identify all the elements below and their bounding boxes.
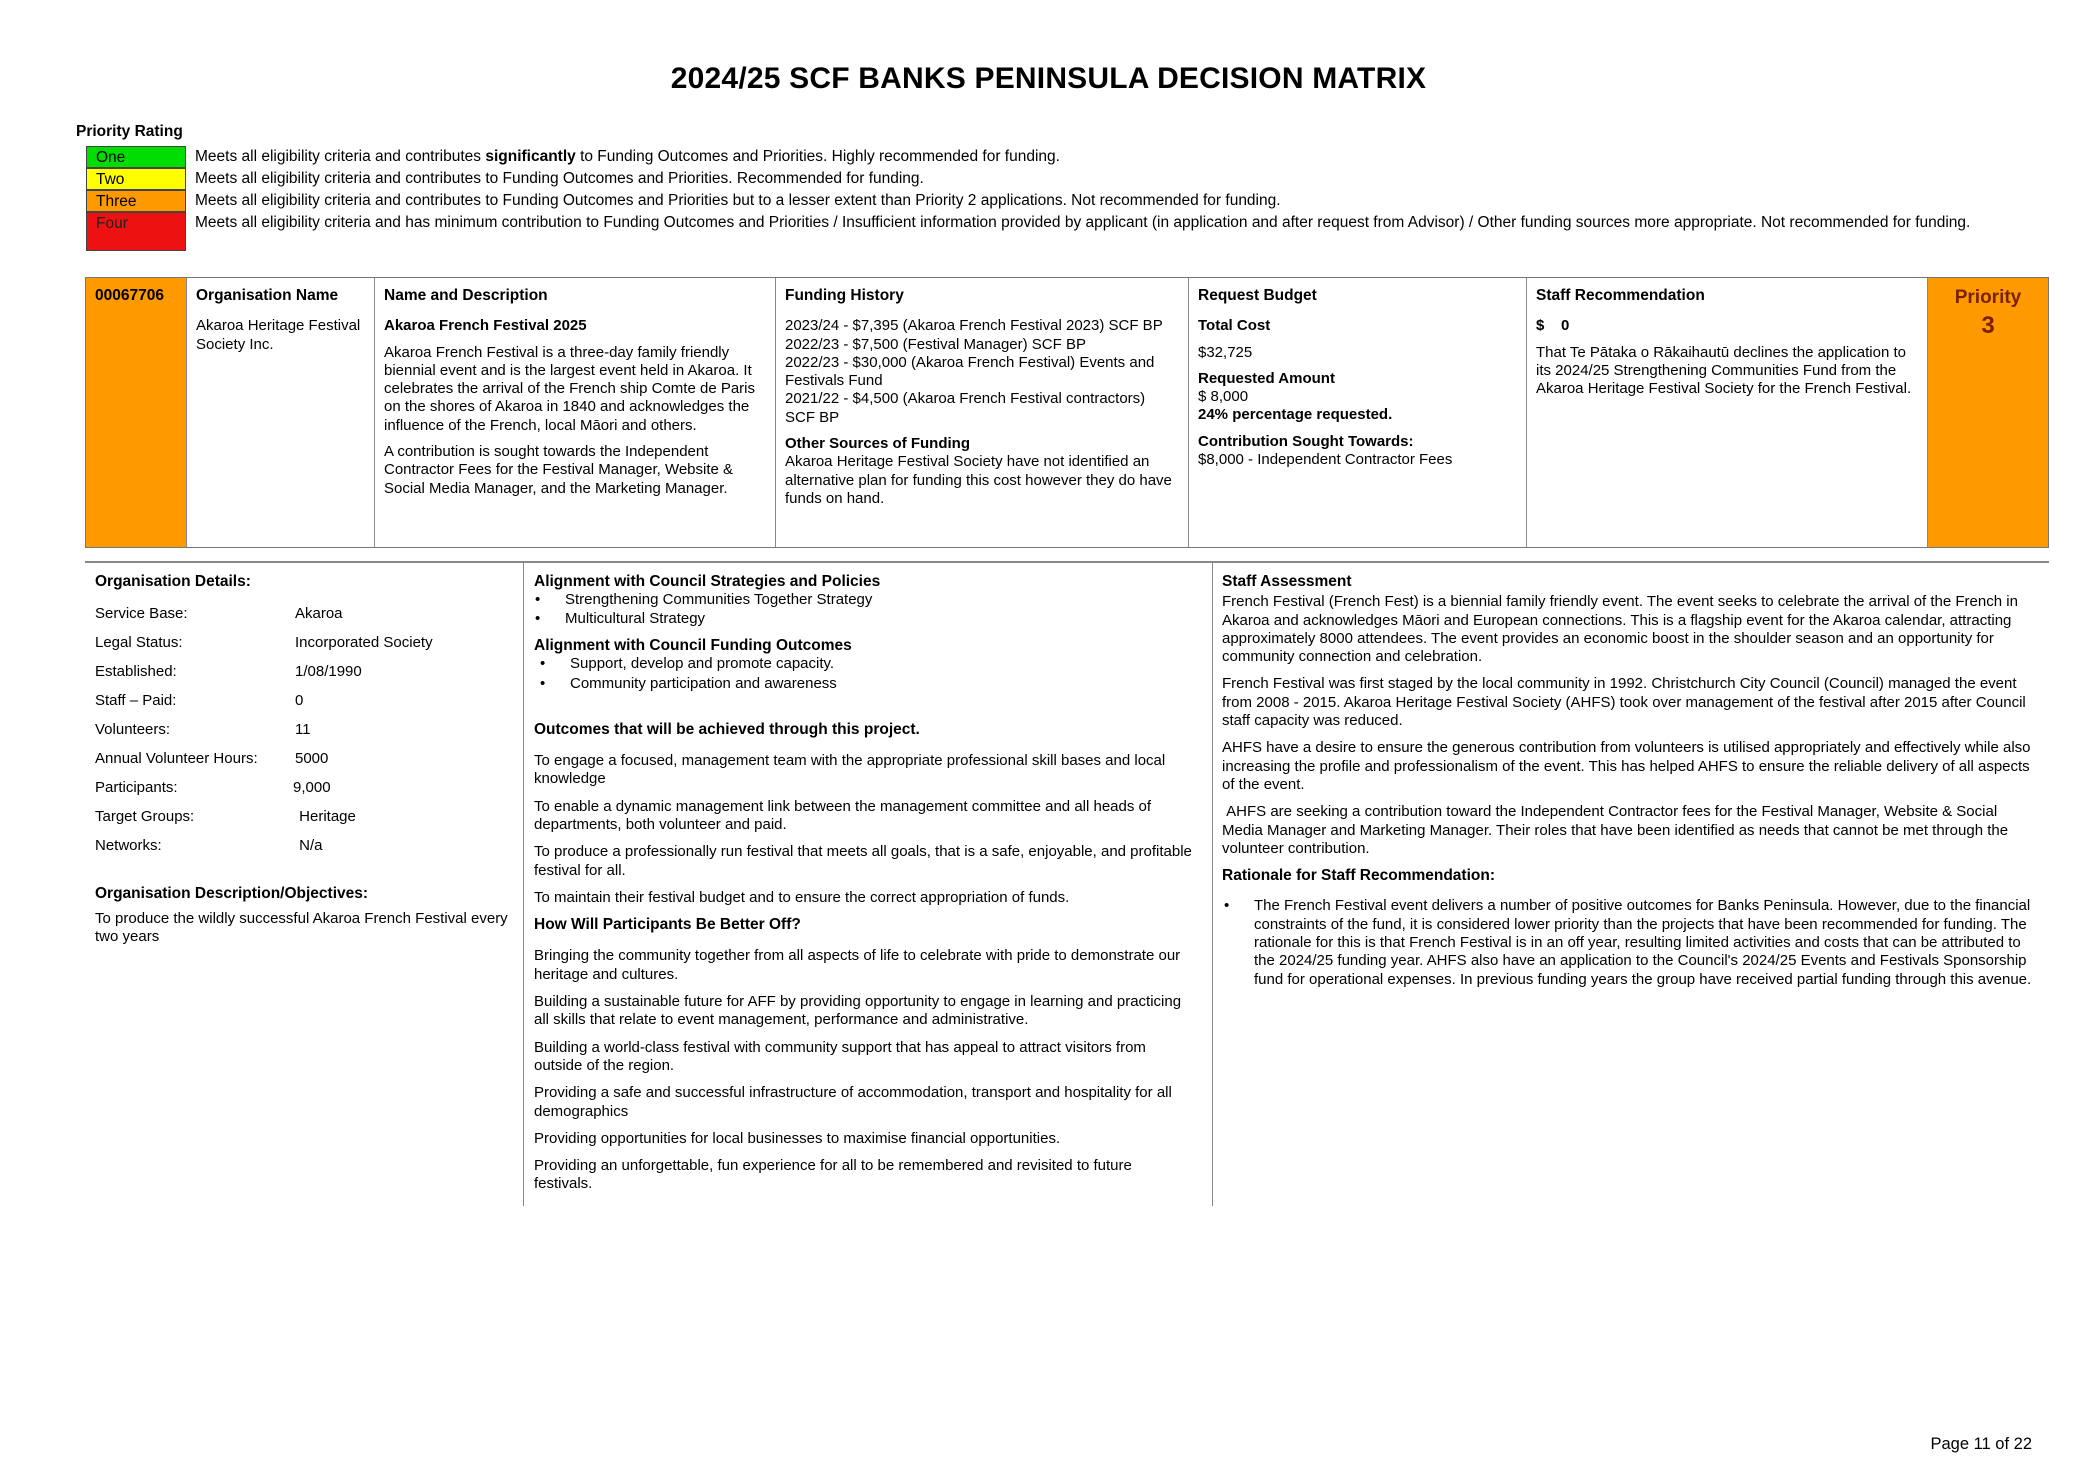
organisation-name-cell xyxy=(187,278,375,547)
priority-four-swatch: Four xyxy=(86,212,186,251)
detail-row xyxy=(95,773,515,802)
staff-recommendation-heading: Staff Recommendation xyxy=(1536,287,1705,304)
priority-one-description xyxy=(195,146,1060,167)
name-description-cell xyxy=(375,278,776,547)
column-divider xyxy=(523,561,524,1206)
rationale-list xyxy=(1222,897,2034,988)
detail-value: 0 xyxy=(295,691,304,709)
other-funding-text: Akaroa Heritage Festival Society have not identified an alternative plan for funding this cost however they do have funds on hand. xyxy=(785,453,1172,507)
better-off-item: Bringing the community together from all aspects of life to celebrate with pride to demonstrate our heritage and cultures. xyxy=(534,947,1181,983)
alignment-column xyxy=(534,573,1194,1203)
other-funding-heading: Other Sources of Funding xyxy=(785,435,971,453)
funding-history-cell xyxy=(776,278,1189,547)
organisation-details-heading: Organisation Details: xyxy=(95,573,251,590)
priority-rating-legend xyxy=(86,146,2046,251)
contribution-sought-label: Contribution Sought Towards: xyxy=(1198,432,1414,450)
organisation-name-heading: Organisation Name xyxy=(196,287,339,304)
project-outcome-item: To produce a professionally run festival that meets all goals, that is a safe, enjoyable, and profitable festival for all. xyxy=(534,843,1192,879)
strategies-heading: Alignment with Council Strategies and Policies xyxy=(534,573,881,590)
detail-label: Legal Status: xyxy=(95,633,183,651)
priority-four-description: Meets all eligibility criteria and has minimum contribution to Funding Outcomes and Priorities / Insufficient information provided by applicant (in application and after request from Advisor) / Other funding sources more appropriate. Not recommended for funding. xyxy=(195,214,1971,231)
strategies-list xyxy=(534,591,1194,628)
staff-recommendation-text: That Te Pātaka o Rākaihautū declines the application to its 2024/25 Strengthening Communities Fund from the Akaroa Heritage Festival Society for the French Festival. xyxy=(1536,343,1912,398)
detail-row xyxy=(95,628,515,657)
request-budget-cell xyxy=(1189,278,1527,547)
detail-label: Established: xyxy=(95,662,177,680)
priority-one-text-bold: significantly xyxy=(485,148,576,165)
organisation-description-heading: Organisation Description/Objectives: xyxy=(95,885,369,903)
rationale-item: • The French Festival event delivers a number of positive outcomes for Banks Peninsula. However, due to the financial constraints of the fund, it is considered lower priority than the projects that have been recommended for funding. The rationale for this is that French Festival is in an off year, resulting limited activities and costs that can be attributed to the 2024/25 funding year. AHFS also have an application to the Council's 2024/25 Events and Festivals Sponsorship fund for operational expenses. In previous funding years the group have received partial funding through this avenue. xyxy=(1254,897,2034,988)
detail-value: Incorporated Society xyxy=(295,633,433,651)
detail-value: 11 xyxy=(295,720,311,738)
detail-row xyxy=(95,831,515,860)
detail-label: Target Groups: xyxy=(95,807,195,825)
detail-label: Service Base: xyxy=(95,604,188,622)
strategy-item: • Multicultural Strategy xyxy=(565,610,1194,628)
funding-history-item: 2022/23 - $30,000 (Akaroa French Festival) Events and Festivals Fund xyxy=(785,353,1155,390)
total-cost-label: Total Cost xyxy=(1198,317,1271,335)
better-off-item: Providing an unforgettable, fun experience for all to be remembered and revisited to future festivals. xyxy=(534,1157,1132,1193)
project-description: Akaroa French Festival is a three-day family friendly biennial event and is the largest event held in Akaroa. It celebrates the arrival of the French ship Comte de Paris on the shores of Akaroa in 1840 and acknowledges the influence of the French, local Māori and others. xyxy=(384,343,756,434)
recommended-amount: $ 0 xyxy=(1536,317,1570,335)
project-outcome-item: To engage a focused, management team with the appropriate professional skill bases and local knowledge xyxy=(534,752,1166,788)
application-id-cell xyxy=(86,278,187,547)
percentage-requested: 24% percentage requested. xyxy=(1198,406,1393,424)
staff-assessment-heading: Staff Assessment xyxy=(1222,573,1352,590)
detail-value: Akaroa xyxy=(295,604,343,622)
priority-three-description: Meets all eligibility criteria and contributes to Funding Outcomes and Priorities but to a lesser extent than Priority 2 applications. Not recommended for funding. xyxy=(195,192,1281,209)
organisation-name: Akaroa Heritage Festival Society Inc. xyxy=(196,317,361,353)
priority-two-row xyxy=(86,168,2046,190)
better-off-item: Building a world-class festival with community support that has appeal to attract visitors from outside of the region. xyxy=(534,1038,1146,1074)
better-off-item: Providing a safe and successful infrastructure of accommodation, transport and hospitality for all demographics xyxy=(534,1084,1172,1120)
section-divider xyxy=(85,561,2049,563)
funding-history-heading: Funding History xyxy=(785,287,904,304)
priority-two-description: Meets all eligibility criteria and contributes to Funding Outcomes and Priorities. Recommended for funding. xyxy=(195,170,924,187)
detail-value: 1/08/1990 xyxy=(295,662,362,680)
assessment-paragraph: French Festival was first staged by the local community in 1992. Christchurch City Council (Council) managed the event from 2008 - 2015. Akaroa Heritage Festival Society (AHFS) took over management of the festival after 2015 after Council staff capacity was reduced. xyxy=(1222,675,2026,730)
funding-outcome-item: • Community participation and awareness xyxy=(570,675,1194,693)
organisation-description: To produce the wildly successful Akaroa French Festival every two years xyxy=(95,909,508,945)
detail-value: 5000 xyxy=(295,749,329,767)
priority-one-text-b: to Funding Outcomes and Priorities. Highly recommended for funding. xyxy=(575,148,1060,165)
funding-outcomes-heading: Alignment with Council Funding Outcomes xyxy=(534,636,852,654)
strategy-item: • Strengthening Communities Together Strategy xyxy=(565,591,1194,609)
rationale-heading: Rationale for Staff Recommendation: xyxy=(1222,867,1495,885)
staff-recommendation-cell xyxy=(1527,278,1928,547)
priority-one-text-a: Meets all eligibility criteria and contributes xyxy=(195,148,486,165)
better-off-item: Building a sustainable future for AFF by providing opportunity to engage in learning and practicing all skills that relate to event management, performance and administrative. xyxy=(534,993,1182,1029)
request-budget-heading: Request Budget xyxy=(1198,287,1317,304)
requested-amount-label: Requested Amount xyxy=(1198,369,1335,387)
assessment-paragraph: AHFS are seeking a contribution toward the Independent Contractor fees for the Festival Manager, Website & Social Media Manager and Marketing Manager. Their roles that have been identified as needs that cannot be met through the volunteer contribution. xyxy=(1222,803,2013,857)
funding-history-item: 2022/23 - $7,500 (Festival Manager) SCF BP xyxy=(785,335,1086,353)
priority-rating-heading: Priority Rating xyxy=(76,123,183,140)
column-divider xyxy=(1212,561,1213,1206)
organisation-details-column xyxy=(95,573,515,946)
total-cost-value: $32,725 xyxy=(1198,343,1253,361)
detail-value: N/a xyxy=(295,836,323,854)
priority-one-row xyxy=(86,146,2046,168)
better-off-heading: How Will Participants Be Better Off? xyxy=(534,916,801,934)
name-description-heading: Name and Description xyxy=(384,287,548,304)
detail-row xyxy=(95,686,515,715)
detail-label: Participants: xyxy=(95,778,178,796)
project-name: Akaroa French Festival 2025 xyxy=(384,317,587,335)
detail-row xyxy=(95,744,515,773)
funding-history-item: 2023/24 - $7,395 (Akaroa French Festival 2023) SCF BP xyxy=(785,317,1163,335)
page-number: Page 11 of 22 xyxy=(1930,1435,2032,1453)
priority-value: 3 xyxy=(1981,312,1995,340)
priority-two-swatch: Two xyxy=(86,168,186,190)
priority-three-row xyxy=(86,190,2046,212)
detail-value: Heritage xyxy=(295,807,356,825)
funding-history-item: 2021/22 - $4,500 (Akaroa French Festival contractors) SCF BP xyxy=(785,390,1146,426)
detail-row xyxy=(95,599,515,628)
detail-row xyxy=(95,657,515,686)
priority-cell xyxy=(1928,278,2048,547)
better-off-item: Providing opportunities for local businesses to maximise financial opportunities. xyxy=(534,1129,1061,1147)
assessment-paragraph: AHFS have a desire to ensure the generous contribution from volunteers is utilised appropriately and effectively while also increasing the profile and professionalism of the event. This has helped AHFS to ensure the reliable delivery of all aspects of the event. xyxy=(1222,739,2031,793)
priority-four-row xyxy=(86,212,2046,251)
staff-assessment-column xyxy=(1222,573,2034,989)
application-id: 00067706 xyxy=(95,287,164,304)
priority-label: Priority xyxy=(1954,287,2022,308)
funding-outcomes-list xyxy=(534,655,1194,694)
detail-row xyxy=(95,715,515,744)
project-outcomes-heading: Outcomes that will be achieved through this project. xyxy=(534,720,920,738)
project-contribution-description: A contribution is sought towards the Independent Contractor Fees for the Festival Manager, Website & Social Media Manager, and the Marketing Manager. xyxy=(384,443,734,497)
page-title: 2024/25 SCF BANKS PENINSULA DECISION MATRIX xyxy=(670,62,1427,95)
priority-one-swatch: One xyxy=(86,146,186,168)
contribution-sought-value: $8,000 - Independent Contractor Fees xyxy=(1198,451,1453,469)
assessment-paragraph: French Festival (French Fest) is a biennial family friendly event. The event seeks to celebrate the arrival of the French in Akaroa and acknowledges Māori and European connections. This is a flagship event for the Akaroa calendar, attracting approximately 8000 attendees. The event provides an economic boost in the shoulder season and an opportunity for community connection and celebration. xyxy=(1222,593,2018,666)
decision-matrix-row xyxy=(85,277,2049,548)
detail-label: Networks: xyxy=(95,836,162,854)
project-outcome-item: To maintain their festival budget and to ensure the correct appropriation of funds. xyxy=(534,888,1070,906)
project-outcome-item: To enable a dynamic management link between the management committee and all heads of departments, both volunteer and paid. xyxy=(534,797,1152,833)
detail-label: Volunteers: xyxy=(95,720,171,738)
detail-value: 9,000 xyxy=(293,778,331,796)
detail-label: Annual Volunteer Hours: xyxy=(95,749,258,767)
priority-three-swatch: Three xyxy=(86,190,186,212)
detail-label: Staff – Paid: xyxy=(95,691,177,709)
requested-amount-value: $ 8,000 xyxy=(1198,388,1249,406)
detail-row xyxy=(95,802,515,831)
funding-outcome-item: • Support, develop and promote capacity. xyxy=(570,655,1194,673)
